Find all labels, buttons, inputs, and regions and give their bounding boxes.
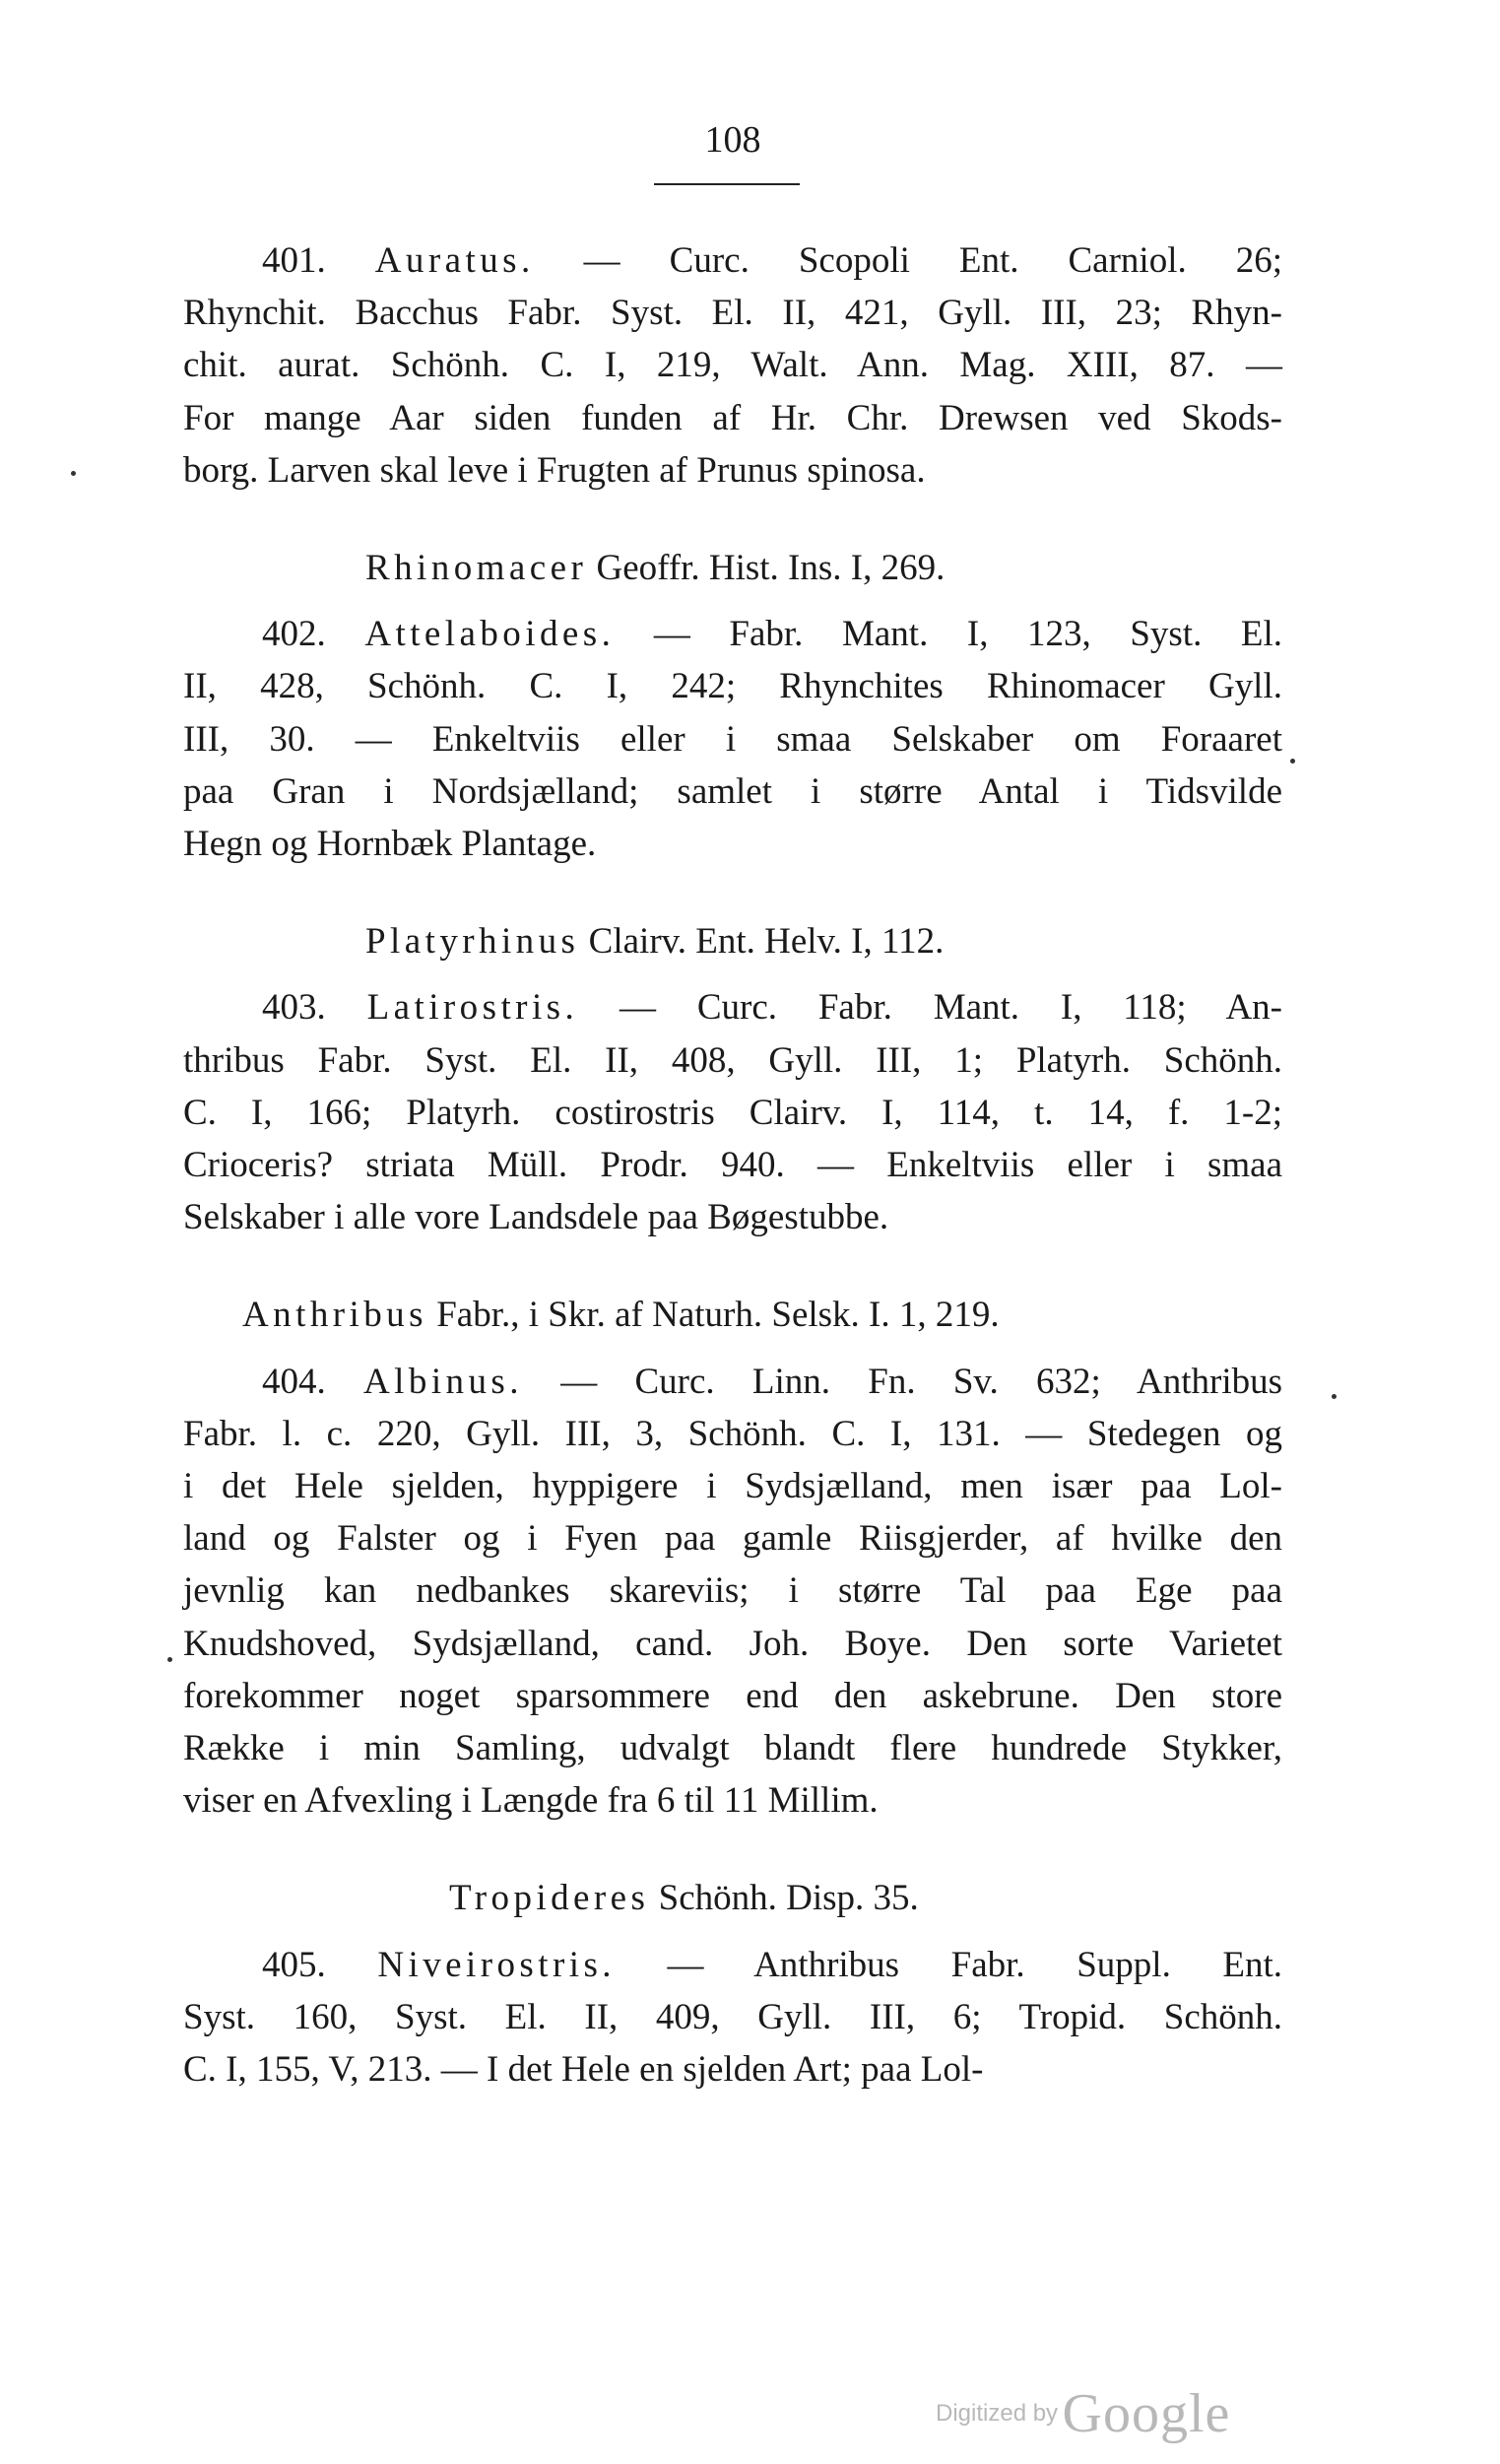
genus-reference: Fabr., i Skr. af Naturh. Selsk. I. 1, 219. [426,1295,1000,1336]
species-entry [183,234,1282,497]
text-line: 401. Auratus. — Curc. Scopoli Ent. Carniol. 26; [262,240,1283,281]
margin-dot [1290,759,1295,764]
genus-name: Anthribus [242,1295,427,1336]
section-gap [183,1827,1282,1872]
text-line: C. I, 166; Platyrh. costirostris Clairv. I, 114, t. 14, f. 1-2; [183,1092,1282,1133]
text-line: land og Falster og i Fyen paa gamle Riisgjerder, af hvilke den [183,1518,1282,1560]
species-entry [183,1356,1282,1828]
section-gap [183,1243,1282,1289]
text-line: jevnlig kan nedbankes skareviis; i større Tal paa Ege paa [183,1570,1282,1612]
text-line: 403. Latirostris. — Curc. Fabr. Mant. I, 118; An- [262,987,1283,1029]
species-entry [183,1939,1282,2097]
section-gap [183,1925,1282,1939]
margin-dot [1332,1394,1337,1399]
species-name: Auratus. [374,240,535,281]
text-line: Rhynchit. Bacchus Fabr. Syst. El. II, 421, Gyll. III, 23; Rhyn- [183,293,1282,334]
section-gap [183,870,1282,915]
margin-dot [167,1657,172,1662]
species-name: Niveirostris. [377,1944,616,1985]
text-line: chit. aurat. Schönh. C. I, 219, Walt. Ann. Mag. XIII, 87. — [183,345,1282,386]
genus-reference: Schönh. Disp. 35. [649,1878,919,1919]
text-line: III, 30. — Enkeltviis eller i smaa Selskaber om Foraaret [183,718,1282,760]
watermark-prefix: Digitized by [936,2400,1059,2427]
genus-heading [183,1289,1282,1341]
digitized-by-watermark [936,2382,1230,2445]
section-gap [183,1342,1282,1356]
text-line: Række i min Samling, udvalgt blandt flere hundrede Stykker, [183,1728,1282,1769]
margin-dot [71,471,76,476]
species-entry [183,608,1282,870]
genus-name: Tropideres [449,1878,650,1919]
text-line: thribus Fabr. Syst. El. II, 408, Gyll. III, 1; Platyrh. Schönh. [183,1039,1282,1081]
text-line: viser en Afvexling i Længde fra 6 til 11 Millim. [183,1780,879,1822]
species-name: Albinus. [363,1361,523,1402]
genus-name: Rhinomacer [365,548,588,589]
text-line: Selskaber i alle vore Landsdele paa Bøgestubbe. [183,1197,889,1238]
page-number-rule [654,183,800,185]
section-gap [183,594,1282,608]
section-gap [183,497,1282,542]
species-name: Attelaboides. [364,614,616,655]
text-line: Fabr. l. c. 220, Gyll. III, 3, Schönh. C. I, 131. — Stedegen og [183,1413,1282,1454]
species-name: Latirostris. [366,987,579,1029]
genus-heading [183,542,1282,594]
text-line: 404. Albinus. — Curc. Linn. Fn. Sv. 632; Anthribus [262,1361,1282,1402]
genus-reference: Clairv. Ent. Helv. I, 112. [579,921,945,963]
text-line: forekommer noget sparsommere end den askebrune. Den store [183,1675,1282,1716]
text-line: borg. Larven skal leve i Frugten af Prunus spinosa. [183,449,926,491]
text-line: 405. Niveirostris. — Anthribus Fabr. Suppl. Ent. [262,1944,1282,1985]
text-line: For mange Aar siden funden af Hr. Chr. Drewsen ved Skods- [183,397,1282,438]
text-line: Syst. 160, Syst. El. II, 409, Gyll. III, 6; Tropid. Schönh. [183,1996,1282,2037]
text-line: paa Gran i Nordsjælland; samlet i større Antal i Tidsvilde [183,770,1282,812]
genus-heading [183,1872,1282,1924]
text-line: II, 428, Schönh. C. I, 242; Rhynchites Rhinomacer Gyll. [183,666,1282,707]
text-line: Knudshoved, Sydsjælland, cand. Joh. Boye. Den sorte Varietet [183,1623,1282,1664]
genus-reference: Geoffr. Hist. Ins. I, 269. [587,548,946,589]
page-number: 108 [704,119,761,161]
text-line: 402. Attelaboides. — Fabr. Mant. I, 123, Syst. El. [262,614,1283,655]
text-line: i det Hele sjelden, hyppigere i Sydsjælland, men især paa Lol- [183,1466,1282,1507]
genus-heading [183,915,1282,967]
text-line: Hegn og Hornbæk Plantage. [183,824,597,865]
text-line: Crioceris? striata Müll. Prodr. 940. — Enkeltviis eller i smaa [183,1145,1282,1186]
google-logo: Google [1062,2383,1231,2444]
text-line: C. I, 155, V, 213. — I det Hele en sjelden Art; paa Lol- [183,2049,984,2091]
species-entry [183,981,1282,1243]
section-gap [183,967,1282,981]
genus-name: Platyrhinus [365,921,580,963]
page-text [183,234,1282,2096]
